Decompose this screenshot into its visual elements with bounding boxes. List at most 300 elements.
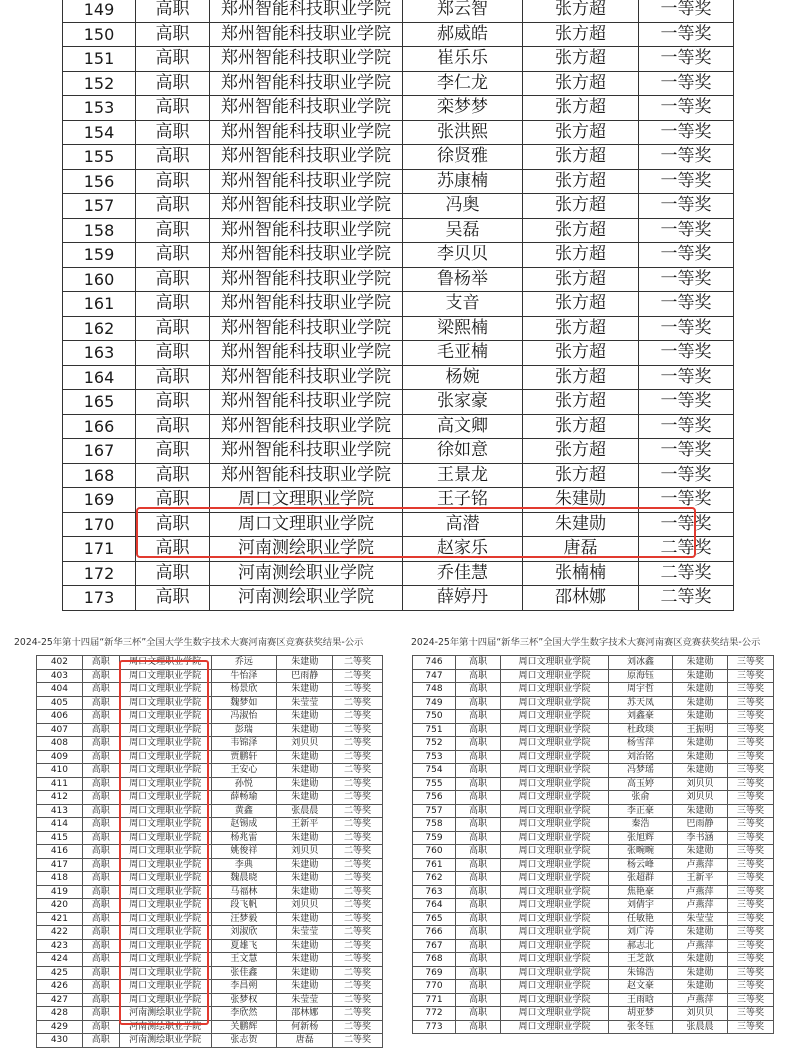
award-cell: 二等奖: [333, 872, 383, 886]
level-cell: 高职: [82, 993, 119, 1007]
award-cell: 三等奖: [728, 656, 774, 670]
award-cell: 二等奖: [333, 669, 383, 683]
row-number-cell: 404: [37, 683, 83, 697]
student-name-cell: 王文慧: [211, 953, 277, 967]
level-cell: 高职: [136, 292, 210, 317]
advisor-name-cell: 张方超: [523, 169, 639, 194]
advisor-name-cell: 朱建勋: [277, 885, 333, 899]
table-row: [63, 267, 734, 292]
level-cell: 高职: [82, 926, 119, 940]
student-name-cell: 冯淑怡: [211, 710, 277, 724]
level-cell: 高职: [82, 953, 119, 967]
level-cell: 高职: [82, 723, 119, 737]
level-cell: 高职: [82, 1007, 119, 1021]
level-cell: 高职: [456, 750, 501, 764]
school-name-cell: 郑州智能科技职业学院: [210, 96, 403, 121]
student-name-cell: 郝威皓: [403, 22, 523, 47]
student-name-cell: 赵文豪: [609, 980, 673, 994]
school-name-cell: 周口文理职业学院: [501, 669, 609, 683]
row-number-cell: 422: [37, 926, 83, 940]
advisor-name-cell: 张晨晨: [673, 1020, 728, 1034]
row-number-cell: 767: [413, 939, 456, 953]
level-cell: 高职: [456, 899, 501, 913]
advisor-name-cell: 唐磊: [277, 1034, 333, 1048]
level-cell: 高职: [82, 912, 119, 926]
school-name-cell: 周口文理职业学院: [501, 926, 609, 940]
student-name-cell: 秦浩: [609, 818, 673, 832]
level-cell: 高职: [136, 22, 210, 47]
student-name-cell: 段飞帆: [211, 899, 277, 913]
row-number-cell: 169: [63, 488, 136, 513]
row-number-cell: 410: [37, 764, 83, 778]
table-row: [37, 953, 383, 967]
table-row: [37, 1034, 383, 1048]
level-cell: 高职: [136, 316, 210, 341]
table-row: [63, 22, 734, 47]
advisor-name-cell: 朱莹莹: [277, 993, 333, 1007]
student-name-cell: 张旭辉: [609, 831, 673, 845]
level-cell: 高职: [456, 966, 501, 980]
table-row: [63, 96, 734, 121]
table-row: [63, 390, 734, 415]
award-cell: 一等奖: [639, 463, 734, 488]
award-cell: 二等奖: [333, 993, 383, 1007]
school-name-cell: 周口文理职业学院: [501, 831, 609, 845]
school-name-cell: 周口文理职业学院: [501, 656, 609, 670]
award-cell: 二等奖: [333, 696, 383, 710]
level-cell: 高职: [82, 1020, 119, 1034]
school-name-cell: 周口文理职业学院: [501, 710, 609, 724]
school-name-cell: 周口文理职业学院: [119, 980, 211, 994]
row-number-cell: 772: [413, 1007, 456, 1021]
table-row: [413, 831, 774, 845]
row-number-cell: 409: [37, 750, 83, 764]
award-cell: 一等奖: [639, 488, 734, 513]
student-name-cell: 任敏艳: [609, 912, 673, 926]
level-cell: 高职: [456, 1007, 501, 1021]
school-name-cell: 周口文理职业学院: [119, 899, 211, 913]
level-cell: 高职: [82, 777, 119, 791]
table-row: [413, 1020, 774, 1034]
row-number-cell: 151: [63, 47, 136, 72]
award-cell: 二等奖: [333, 966, 383, 980]
school-name-cell: 郑州智能科技职业学院: [210, 120, 403, 145]
level-cell: 高职: [136, 243, 210, 268]
level-cell: 高职: [456, 696, 501, 710]
level-cell: 高职: [456, 939, 501, 953]
row-number-cell: 413: [37, 804, 83, 818]
row-number-cell: 753: [413, 750, 456, 764]
table-row: [413, 710, 774, 724]
student-name-cell: 郝志北: [609, 939, 673, 953]
table-row: [413, 912, 774, 926]
level-cell: 高职: [136, 439, 210, 464]
row-number-cell: 764: [413, 899, 456, 913]
school-name-cell: 周口文理职业学院: [501, 818, 609, 832]
advisor-name-cell: 张方超: [523, 341, 639, 366]
school-name-cell: 周口文理职业学院: [119, 683, 211, 697]
level-cell: 高职: [82, 980, 119, 994]
student-name-cell: 朱锦浩: [609, 966, 673, 980]
award-cell: 一等奖: [639, 218, 734, 243]
level-cell: 高职: [82, 831, 119, 845]
advisor-name-cell: 卢燕萍: [673, 858, 728, 872]
advisor-name-cell: 朱建勋: [277, 980, 333, 994]
row-number-cell: 402: [37, 656, 83, 670]
student-name-cell: 张超群: [609, 872, 673, 886]
school-name-cell: 郑州智能科技职业学院: [210, 169, 403, 194]
table-row: [37, 831, 383, 845]
row-number-cell: 427: [37, 993, 83, 1007]
level-cell: 高职: [82, 804, 119, 818]
level-cell: 高职: [136, 96, 210, 121]
award-cell: 三等奖: [728, 710, 774, 724]
row-number-cell: 167: [63, 439, 136, 464]
row-number-cell: 417: [37, 858, 83, 872]
award-cell: 一等奖: [639, 22, 734, 47]
school-name-cell: 周口文理职业学院: [501, 683, 609, 697]
right-award-table: [412, 655, 774, 1034]
award-cell: 三等奖: [728, 953, 774, 967]
level-cell: 高职: [82, 872, 119, 886]
award-cell: 二等奖: [333, 831, 383, 845]
award-cell: 三等奖: [728, 899, 774, 913]
award-cell: 一等奖: [639, 414, 734, 439]
student-name-cell: 刘冰鑫: [609, 656, 673, 670]
student-name-cell: 胡亚梦: [609, 1007, 673, 1021]
level-cell: 高职: [456, 993, 501, 1007]
row-number-cell: 155: [63, 145, 136, 170]
advisor-name-cell: 巴雨静: [277, 669, 333, 683]
student-name-cell: 苏天凤: [609, 696, 673, 710]
student-name-cell: 杨婉: [403, 365, 523, 390]
school-name-cell: 郑州智能科技职业学院: [210, 341, 403, 366]
award-cell: 三等奖: [728, 777, 774, 791]
student-name-cell: 鲁杨举: [403, 267, 523, 292]
row-number-cell: 760: [413, 845, 456, 859]
award-cell: 一等奖: [639, 47, 734, 72]
table-row: [37, 764, 383, 778]
row-number-cell: 761: [413, 858, 456, 872]
level-cell: 高职: [136, 537, 210, 562]
student-name-cell: 夏雄飞: [211, 939, 277, 953]
advisor-name-cell: 张方超: [523, 365, 639, 390]
row-number-cell: 152: [63, 71, 136, 96]
award-cell: 三等奖: [728, 845, 774, 859]
level-cell: 高职: [456, 683, 501, 697]
advisor-name-cell: 朱建勋: [673, 804, 728, 818]
award-cell: 一等奖: [639, 292, 734, 317]
row-number-cell: 173: [63, 586, 136, 611]
table-row: [413, 750, 774, 764]
student-name-cell: 焦艳豪: [609, 885, 673, 899]
level-cell: 高职: [82, 710, 119, 724]
row-number-cell: 418: [37, 872, 83, 886]
school-name-cell: 周口文理职业学院: [501, 1020, 609, 1034]
student-name-cell: 王子铭: [403, 488, 523, 513]
table-row: [413, 872, 774, 886]
level-cell: 高职: [136, 145, 210, 170]
school-name-cell: 周口文理职业学院: [119, 710, 211, 724]
school-name-cell: 周口文理职业学院: [501, 750, 609, 764]
advisor-name-cell: 朱建勋: [277, 791, 333, 805]
award-cell: 二等奖: [333, 899, 383, 913]
student-name-cell: 牛怡泽: [211, 669, 277, 683]
school-name-cell: 周口文理职业学院: [119, 804, 211, 818]
school-name-cell: 郑州智能科技职业学院: [210, 365, 403, 390]
advisor-name-cell: 朱莹莹: [277, 926, 333, 940]
advisor-name-cell: 朱建勋: [277, 777, 333, 791]
student-name-cell: 李昌朔: [211, 980, 277, 994]
row-number-cell: 424: [37, 953, 83, 967]
table-row: [413, 723, 774, 737]
level-cell: 高职: [456, 777, 501, 791]
student-name-cell: 杨兆雷: [211, 831, 277, 845]
row-number-cell: 411: [37, 777, 83, 791]
award-cell: 二等奖: [639, 537, 734, 562]
advisor-name-cell: 张方超: [523, 145, 639, 170]
advisor-name-cell: 朱建勋: [673, 737, 728, 751]
award-cell: 二等奖: [333, 818, 383, 832]
advisor-name-cell: 何新杨: [277, 1020, 333, 1034]
school-name-cell: 周口文理职业学院: [501, 953, 609, 967]
table-row: [413, 683, 774, 697]
student-name-cell: 毛亚楠: [403, 341, 523, 366]
level-cell: 高职: [82, 737, 119, 751]
level-cell: 高职: [456, 656, 501, 670]
student-name-cell: 冯梦瑶: [609, 764, 673, 778]
advisor-name-cell: 李书涵: [673, 831, 728, 845]
student-name-cell: 李典: [211, 858, 277, 872]
table-row: [37, 872, 383, 886]
highlight-box-top: [136, 507, 696, 558]
student-name-cell: 王芝歆: [609, 953, 673, 967]
student-name-cell: 杨云峰: [609, 858, 673, 872]
award-cell: 三等奖: [728, 966, 774, 980]
table-row: [63, 365, 734, 390]
advisor-name-cell: 张方超: [523, 267, 639, 292]
row-number-cell: 746: [413, 656, 456, 670]
student-name-cell: 徐贤雅: [403, 145, 523, 170]
advisor-name-cell: 卢燕萍: [673, 885, 728, 899]
award-cell: 三等奖: [728, 737, 774, 751]
level-cell: 高职: [456, 912, 501, 926]
table-row: [413, 764, 774, 778]
advisor-name-cell: 刘贝贝: [673, 777, 728, 791]
table-row: [63, 316, 734, 341]
row-number-cell: 408: [37, 737, 83, 751]
school-name-cell: 河南测绘职业学院: [210, 586, 403, 611]
school-name-cell: 周口文理职业学院: [119, 993, 211, 1007]
student-name-cell: 刘鑫豪: [609, 710, 673, 724]
row-number-cell: 407: [37, 723, 83, 737]
award-cell: 一等奖: [639, 316, 734, 341]
level-cell: 高职: [82, 669, 119, 683]
level-cell: 高职: [456, 953, 501, 967]
award-cell: 二等奖: [333, 1020, 383, 1034]
table-row: [63, 71, 734, 96]
school-name-cell: 周口文理职业学院: [501, 899, 609, 913]
student-name-cell: 高玉婷: [609, 777, 673, 791]
advisor-name-cell: 朱建勋: [673, 953, 728, 967]
school-name-cell: 周口文理职业学院: [119, 696, 211, 710]
student-name-cell: 徐如意: [403, 439, 523, 464]
school-name-cell: 周口文理职业学院: [501, 764, 609, 778]
student-name-cell: 王雨晗: [609, 993, 673, 1007]
student-name-cell: 周宇哲: [609, 683, 673, 697]
award-cell: 三等奖: [728, 926, 774, 940]
row-number-cell: 426: [37, 980, 83, 994]
level-cell: 高职: [82, 750, 119, 764]
award-cell: 三等奖: [728, 993, 774, 1007]
table-row: [413, 953, 774, 967]
row-number-cell: 158: [63, 218, 136, 243]
level-cell: 高职: [456, 737, 501, 751]
table-row: [413, 696, 774, 710]
award-cell: 三等奖: [728, 858, 774, 872]
table-row: [413, 791, 774, 805]
advisor-name-cell: 朱建勋: [277, 683, 333, 697]
award-cell: 一等奖: [639, 267, 734, 292]
school-name-cell: 周口文理职业学院: [119, 818, 211, 832]
school-name-cell: 周口文理职业学院: [501, 723, 609, 737]
table-row: [413, 804, 774, 818]
student-name-cell: 杜政琰: [609, 723, 673, 737]
row-number-cell: 153: [63, 96, 136, 121]
row-number-cell: 754: [413, 764, 456, 778]
school-name-cell: 河南测绘职业学院: [119, 1020, 211, 1034]
school-name-cell: 周口文理职业学院: [119, 966, 211, 980]
school-name-cell: 周口文理职业学院: [119, 939, 211, 953]
school-name-cell: 周口文理职业学院: [501, 980, 609, 994]
advisor-name-cell: 刘贝贝: [277, 737, 333, 751]
advisor-name-cell: 卢燕萍: [673, 939, 728, 953]
advisor-name-cell: 王新平: [277, 818, 333, 832]
table-row: [63, 0, 734, 22]
advisor-name-cell: 朱建勋: [673, 845, 728, 859]
school-name-cell: 河南测绘职业学院: [210, 561, 403, 586]
table-row: [413, 899, 774, 913]
school-name-cell: 周口文理职业学院: [119, 953, 211, 967]
student-name-cell: 高文卿: [403, 414, 523, 439]
school-name-cell: 周口文理职业学院: [210, 512, 403, 537]
row-number-cell: 161: [63, 292, 136, 317]
student-name-cell: 赵锡成: [211, 818, 277, 832]
level-cell: 高职: [456, 980, 501, 994]
advisor-name-cell: 王振明: [673, 723, 728, 737]
student-name-cell: 栾梦梦: [403, 96, 523, 121]
left-award-table: [36, 655, 383, 1048]
row-number-cell: 748: [413, 683, 456, 697]
level-cell: 高职: [136, 463, 210, 488]
row-number-cell: 171: [63, 537, 136, 562]
student-name-cell: 梁熙楠: [403, 316, 523, 341]
row-number-cell: 403: [37, 669, 83, 683]
advisor-name-cell: 朱建勋: [277, 966, 333, 980]
advisor-name-cell: 唐磊: [523, 537, 639, 562]
advisor-name-cell: 朱建勋: [673, 980, 728, 994]
award-cell: 三等奖: [728, 885, 774, 899]
school-name-cell: 周口文理职业学院: [119, 723, 211, 737]
level-cell: 高职: [136, 512, 210, 537]
school-name-cell: 周口文理职业学院: [119, 858, 211, 872]
award-cell: 一等奖: [639, 390, 734, 415]
student-name-cell: 彭瑞: [211, 723, 277, 737]
award-cell: 三等奖: [728, 804, 774, 818]
student-name-cell: 李欣然: [211, 1007, 277, 1021]
student-name-cell: 李仁龙: [403, 71, 523, 96]
advisor-name-cell: 朱建勋: [277, 656, 333, 670]
award-cell: 二等奖: [639, 561, 734, 586]
school-name-cell: 郑州智能科技职业学院: [210, 463, 403, 488]
advisor-name-cell: 朱建勋: [277, 723, 333, 737]
school-name-cell: 郑州智能科技职业学院: [210, 316, 403, 341]
level-cell: 高职: [456, 885, 501, 899]
level-cell: 高职: [82, 818, 119, 832]
advisor-name-cell: 卢燕萍: [673, 993, 728, 1007]
level-cell: 高职: [82, 791, 119, 805]
student-name-cell: 张畹畹: [609, 845, 673, 859]
table-row: [413, 885, 774, 899]
row-number-cell: 750: [413, 710, 456, 724]
table-row: [37, 791, 383, 805]
table-row: [413, 939, 774, 953]
table-row: [413, 656, 774, 670]
advisor-name-cell: 朱建勋: [673, 750, 728, 764]
school-name-cell: 郑州智能科技职业学院: [210, 0, 403, 22]
level-cell: 高职: [456, 764, 501, 778]
row-number-cell: 156: [63, 169, 136, 194]
table-row: [63, 414, 734, 439]
table-row: [37, 1020, 383, 1034]
advisor-name-cell: 朱建勋: [277, 710, 333, 724]
advisor-name-cell: 巴雨静: [673, 818, 728, 832]
level-cell: 高职: [82, 939, 119, 953]
advisor-name-cell: 张方超: [523, 218, 639, 243]
award-cell: 二等奖: [333, 939, 383, 953]
school-name-cell: 周口文理职业学院: [501, 777, 609, 791]
award-cell: 二等奖: [333, 737, 383, 751]
student-name-cell: 王安心: [211, 764, 277, 778]
school-name-cell: 河南测绘职业学院: [210, 537, 403, 562]
level-cell: 高职: [136, 47, 210, 72]
school-name-cell: 周口文理职业学院: [119, 926, 211, 940]
school-name-cell: 周口文理职业学院: [210, 488, 403, 513]
school-name-cell: 郑州智能科技职业学院: [210, 22, 403, 47]
award-cell: 二等奖: [639, 586, 734, 611]
award-cell: 二等奖: [333, 980, 383, 994]
student-name-cell: 张梦权: [211, 993, 277, 1007]
award-cell: 三等奖: [728, 831, 774, 845]
school-name-cell: 周口文理职业学院: [119, 669, 211, 683]
school-name-cell: 周口文理职业学院: [119, 656, 211, 670]
student-name-cell: 汪梦毅: [211, 912, 277, 926]
advisor-name-cell: 张方超: [523, 120, 639, 145]
advisor-name-cell: 朱建勋: [277, 953, 333, 967]
student-name-cell: 薛婷丹: [403, 586, 523, 611]
school-name-cell: 周口文理职业学院: [119, 885, 211, 899]
award-cell: 一等奖: [639, 169, 734, 194]
row-number-cell: 755: [413, 777, 456, 791]
award-cell: 二等奖: [333, 656, 383, 670]
table-row: [413, 993, 774, 1007]
award-cell: 一等奖: [639, 439, 734, 464]
advisor-name-cell: 朱建勋: [277, 912, 333, 926]
advisor-name-cell: 朱莹莹: [673, 912, 728, 926]
row-number-cell: 752: [413, 737, 456, 751]
award-cell: 一等奖: [639, 194, 734, 219]
table-row: [37, 696, 383, 710]
